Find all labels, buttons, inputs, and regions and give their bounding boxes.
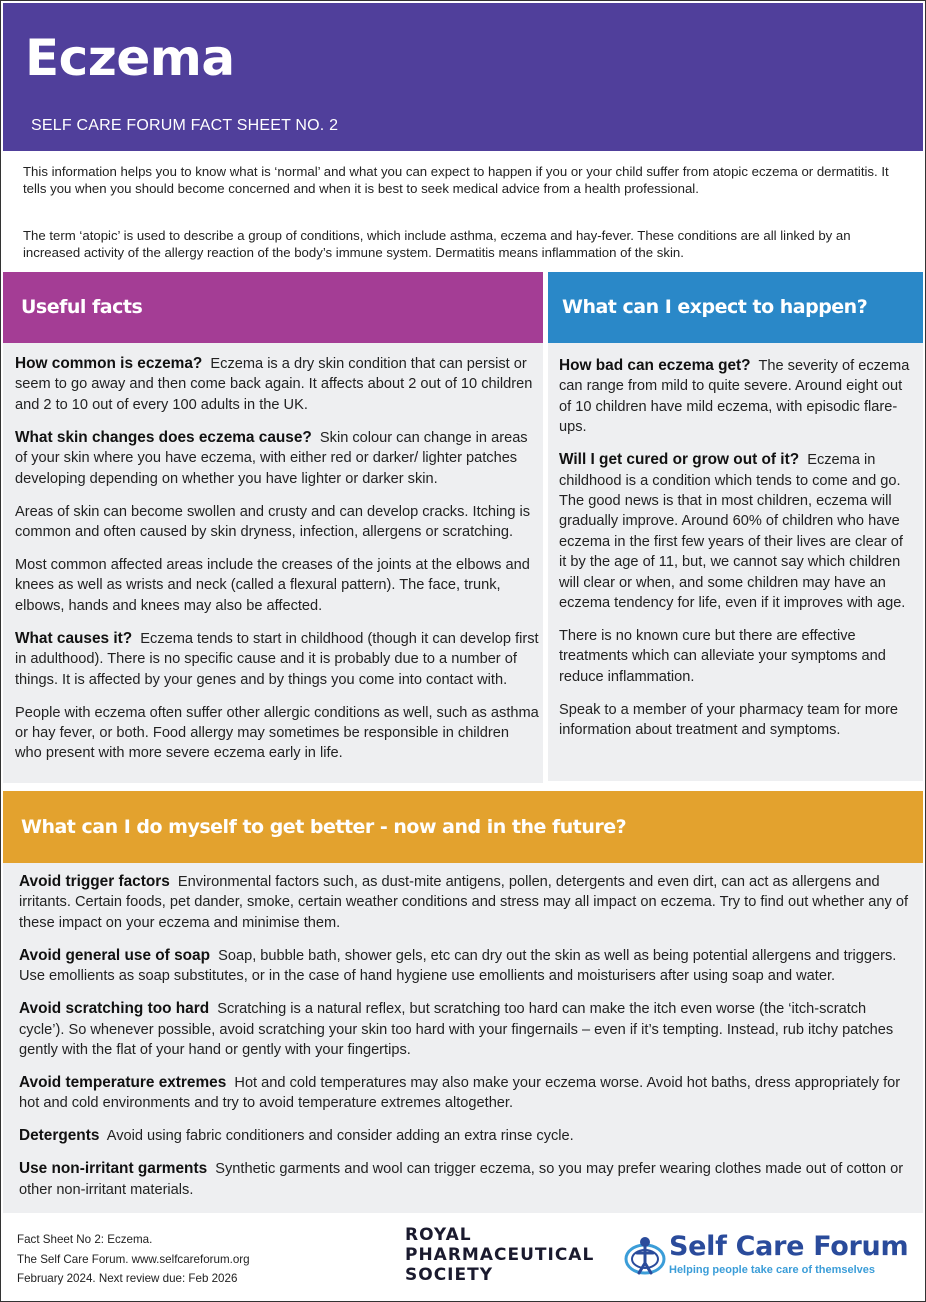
fact-paragraph (15, 629, 539, 690)
useful-facts-heading-bar (3, 272, 543, 343)
expect-lead: Will I get cured or grow out of it? (559, 451, 800, 469)
tip-paragraph (19, 872, 911, 933)
tip-text: Scratching is a natural reflex, but scratching too hard can make the itch even worse (the ‘itch-scratch cycle’). So whenever possible, avoid scratching your skin too hard with your fingernails – even if it’s tempting. Instead, rub itchy patches gently with the flat of your hand or gently with your fingertips. (19, 1001, 894, 1059)
tip-text: Environmental factors such, as dust-mite antigens, pollen, detergents and even dirt, can act as allergens and irritants. Certain foods, pet dander, smoke, certain weather conditions and stress may all impact on eczema. Try to find out whether any of these impact on your eczema and minimise them. (19, 874, 909, 931)
self-help-content (19, 872, 911, 1213)
tip-lead: Avoid scratching too hard (19, 1000, 210, 1018)
fact-paragraph: Most common affected areas include the creases of the joints at the elbows and knees as well as wrists and neck (called a flexural pattern). The face, trunk, elbows, hands and knees may also be affected. (15, 557, 530, 614)
page-title: Eczema (25, 29, 235, 87)
fact-lead: What causes it? (15, 629, 133, 647)
tip-paragraph (19, 999, 911, 1060)
intro-paragraph: The term ‘atopic’ is used to describe a group of conditions, which include asthma, eczema and hay-fever. These conditions are all linked by an increased activity of the allergy reaction of the body’s immune system. Dermatitis means inflammation of the skin. (23, 228, 851, 260)
tip-lead: Detergents (19, 1127, 100, 1145)
rps-logo-line: PHARMACEUTICAL (405, 1245, 595, 1265)
rps-logo-line: SOCIETY (405, 1265, 494, 1285)
tip-lead: Avoid general use of soap (19, 946, 210, 964)
useful-facts-heading: Useful facts (21, 296, 143, 318)
tip-text: Soap, bubble bath, shower gels, etc can dry out the skin as well as being potential allergens and triggers. Use emollients as soap substitutes, or in the case of hand hygiene use emollients and moisturisers after using soap and water. (19, 947, 897, 985)
expect-paragraph (559, 450, 913, 613)
useful-facts-content (15, 354, 539, 776)
fact-lead: How common is eczema? (15, 355, 203, 372)
expect-heading: What can I expect to happen? (562, 296, 868, 318)
footer-line: February 2024. Next review due: Feb 2026 (17, 1272, 238, 1286)
tip-paragraph (19, 1126, 911, 1146)
expect-text: The severity of eczema can range from mild to quite severe. Around eight out of 10 children have mild eczema, with episodic flare-ups. (559, 358, 910, 436)
expect-text: Eczema in childhood is a condition which tends to come and go. The good news is that in most children, eczema will gradually improve. Around 60% of children who have eczema in the first few years of their lives are clear of it by the age of 11, but, we cannot say which children will clear or when, and some children may have an eczema tendency for life, even if it improves with age. (559, 452, 906, 612)
fact-lead: What skin changes does eczema cause? (15, 428, 312, 446)
fact-text: Eczema is a dry skin condition that can persist or seem to go away and then come back again. It affects about 2 out of 10 children and 2 to 10 out of every 100 adults in the UK. (15, 356, 533, 413)
fact-paragraph: People with eczema often suffer other allergic conditions as well, such as asthma or hay fever, or both. Food allergy may sometimes be responsible in children who present with more severe eczema early in life. (15, 704, 539, 762)
header-banner (3, 3, 923, 151)
tip-lead: Avoid trigger factors (19, 873, 170, 890)
tip-paragraph (19, 946, 911, 987)
tip-text: Avoid using fabric conditioners and consider adding an extra rinse cycle. (106, 1128, 574, 1145)
page-subtitle: SELF CARE FORUM FACT SHEET NO. 2 (31, 117, 339, 134)
expect-paragraph: Speak to a member of your pharmacy team for more information about treatment and symptoms. (559, 701, 899, 739)
footer-info (17, 1230, 250, 1289)
self-help-heading: What can I do myself to get better - now and in the future? (21, 816, 627, 838)
self-care-forum-emblem-icon (623, 1233, 667, 1277)
intro-paragraph: This information helps you to know what is ‘normal’ and what you can expect to happen if you or your child suffer from atopic eczema or dermatitis. It tells you when you should become concerned and when it is best to seek medical advice from a health professional. (23, 164, 889, 196)
tip-paragraph (19, 1159, 911, 1200)
fact-paragraph (15, 354, 539, 415)
tip-text: Synthetic garments and wool can trigger eczema, so you may prefer wearing clothes made out of cotton or other non-irritant materials. (19, 1161, 904, 1198)
self-care-forum-tagline: Helping people take care of themselves (669, 1264, 876, 1276)
tip-lead: Avoid temperature extremes (19, 1074, 227, 1092)
royal-pharmaceutical-society-logo (405, 1225, 594, 1285)
self-help-heading-bar (3, 791, 923, 863)
rps-logo-line: ROYAL (405, 1225, 472, 1245)
expect-content (559, 356, 913, 753)
fact-text: Skin colour can change in areas of your skin where you have eczema, with either red or darker/ lighter patches developing depending on whether you have lighter or darker skin. (15, 429, 528, 487)
tip-lead: Use non-irritant garments (19, 1160, 208, 1178)
expect-heading-bar (548, 272, 923, 343)
self-care-forum-name: Self Care Forum (669, 1231, 909, 1262)
tip-paragraph (19, 1073, 911, 1114)
expect-paragraph: There is no known cure but there are effective treatments which can alleviate your symptoms and reduce inflammation. (559, 628, 886, 685)
fact-paragraph (15, 428, 539, 489)
fact-paragraph: Areas of skin can become swollen and crusty and can develop cracks. Itching is common and often caused by skin dryness, infection, allergens or scratching. (15, 503, 531, 541)
self-care-forum-logo (623, 1231, 913, 1283)
expect-paragraph (559, 356, 913, 438)
footer-line: The Self Care Forum. www.selfcareforum.org (17, 1252, 250, 1266)
footer-line: Fact Sheet No 2: Eczema. (17, 1233, 153, 1246)
fact-text: Eczema tends to start in childhood (though it can develop first in adulthood). There is no specific cause and it is probably due to a number of things. It is affected by your genes and by things you come into contact with. (15, 630, 539, 688)
expect-lead: How bad can eczema get? (559, 357, 751, 374)
tip-text: Hot and cold temperatures may also make your eczema worse. Avoid hot baths, dress appropriately for hot and cold environments and try to avoid temperature extremes altogether. (19, 1075, 901, 1112)
